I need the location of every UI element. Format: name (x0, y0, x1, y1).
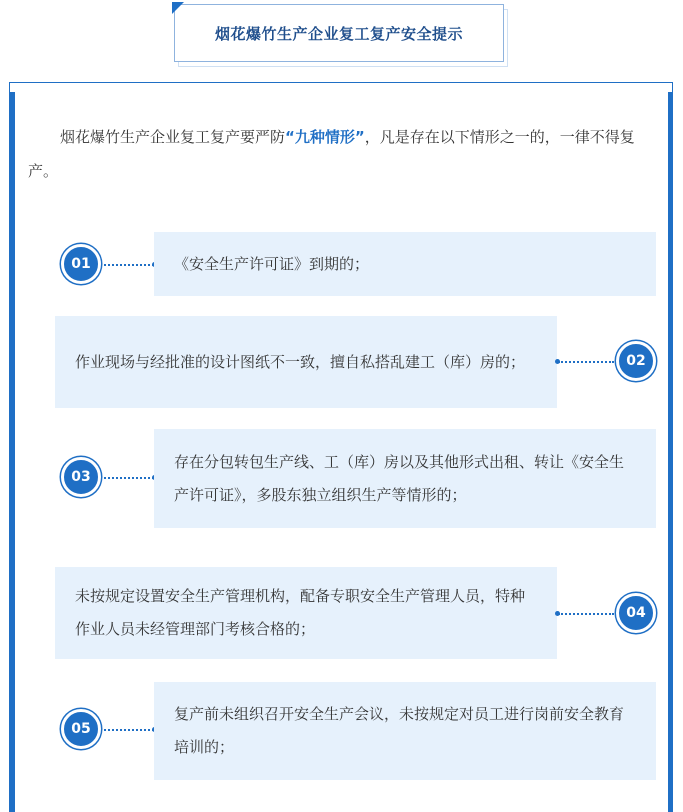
item-03-badge: 03 (61, 457, 101, 497)
item-05-connector (104, 729, 154, 731)
item-04-badge: 04 (616, 593, 656, 633)
intro-text-before: 烟花爆竹生产企业复工复产要严防 (60, 128, 286, 146)
item-02-badge: 02 (616, 341, 656, 381)
item-04-connector (558, 613, 614, 615)
item-05-text: 复产前未组织召开安全生产会议，未按规定对员工进行岗前安全教育培训的； (174, 705, 625, 756)
item-01-connector (104, 264, 154, 266)
item-05-box (154, 682, 656, 780)
intro-text-after: ，凡是存在以下情形之一的，一律不得复产。 (28, 128, 635, 180)
item-04-box (55, 567, 557, 659)
intro-paragraph (28, 120, 658, 188)
item-02-text: 作业现场与经批准的设计图纸不一致，擅自私搭乱建工（库）房的； (75, 352, 526, 371)
item-04-text: 未按规定设置安全生产管理机构，配备专职安全生产管理人员，特种作业人员未经管理部门考核合格的； (75, 587, 526, 638)
intro-highlight: “九种情形” (285, 128, 365, 146)
item-01-text: 《安全生产许可证》到期的； (174, 254, 370, 273)
frame-right-bar (668, 92, 673, 812)
item-01-badge: 01 (61, 244, 101, 284)
page-title: 烟花爆竹生产企业复工复产安全提示 (214, 24, 463, 43)
frame-left-bar (9, 92, 15, 812)
item-05-badge: 05 (61, 709, 101, 749)
item-03-connector (104, 477, 154, 479)
item-02-box (55, 316, 557, 408)
title-banner (174, 4, 506, 64)
item-02-connector (558, 361, 614, 363)
item-01-box (154, 232, 656, 296)
item-03-text: 存在分包转包生产线、工（库）房以及其他形式出租、转让《安全生产许可证》，多股东独立组织生产等情形的； (174, 452, 625, 504)
item-03-box (154, 429, 656, 528)
